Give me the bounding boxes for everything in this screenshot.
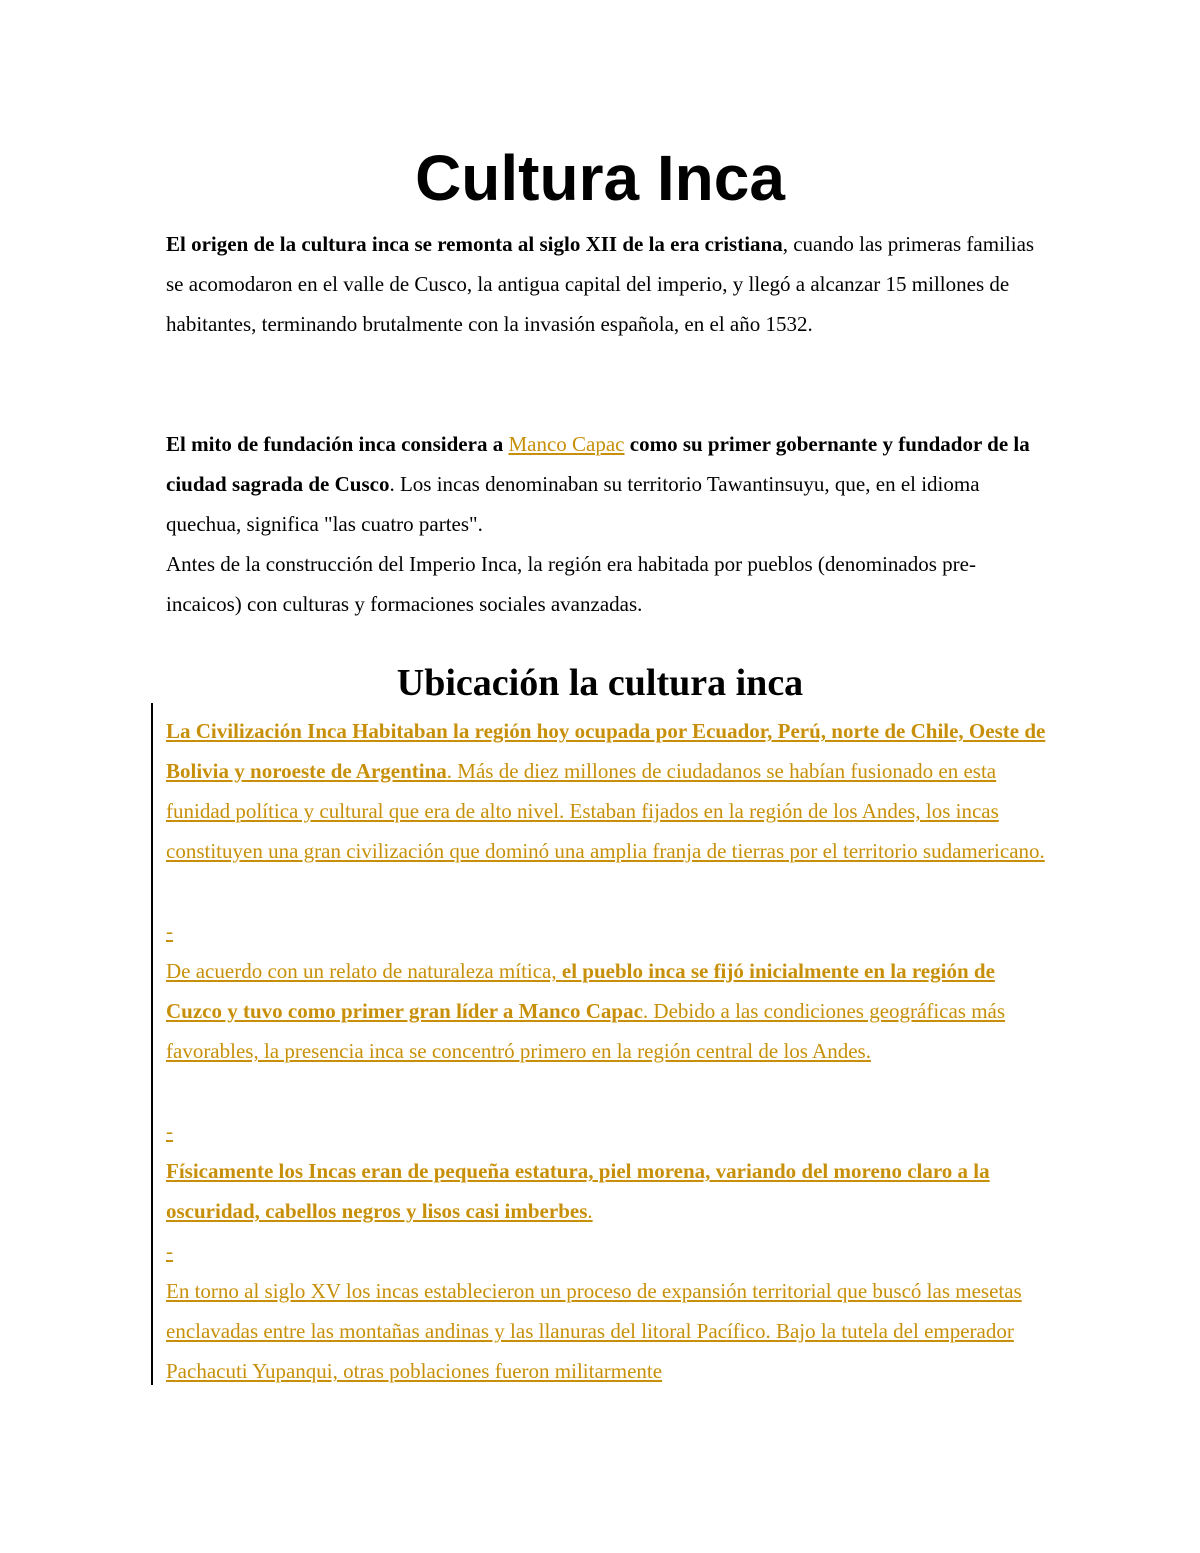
manco-capac-link[interactable]: Manco Capac	[508, 432, 625, 456]
tracked-paragraph-myth[interactable]	[166, 951, 1046, 1071]
tracked-paragraph-location[interactable]	[166, 711, 1046, 871]
paragraph-pre-inca: Antes de la construcción del Imperio Inca, la región era habitada por pueblos (denominados pre-incaicos) con culturas y formaciones sociales avanzadas.	[166, 552, 976, 616]
myth-bold-text-a: El mito de fundación inca considera a	[166, 432, 509, 456]
document-title: Cultura Inca	[415, 142, 785, 214]
tracked-dash-2: -	[166, 1119, 173, 1143]
physical-end-text: .	[587, 1199, 593, 1223]
tracked-paragraph-physical[interactable]	[166, 1151, 1046, 1231]
tracked-dash-1: -	[166, 919, 173, 943]
section-subtitle: Ubicación la cultura inca	[396, 662, 804, 704]
myth-geography-text: . Debido a las condiciones geográficas más favorables, la presencia inca se concentró primero en la región central de los Andes.	[166, 999, 1006, 1063]
physical-bold-text: Físicamente los Incas eran de pequeña estatura, piel morena, variando del moreno claro a la oscuridad, cabellos negros y lisos casi imberbes	[166, 1159, 990, 1223]
myth-origin-bold-text: el pueblo inca se fijó inicialmente en la región de Cuzco y tuvo como primer gran líder a Manco Capac	[166, 959, 995, 1023]
myth-bold-text-b: como su primer gobernante y fundador de la ciudad sagrada de Cusco	[166, 432, 1030, 496]
tracked-dash-3: -	[166, 1239, 173, 1263]
paragraph-myth	[166, 424, 1046, 544]
paragraph-origin	[166, 224, 1046, 344]
origin-bold-text: El origen de la cultura inca se remonta al siglo XII de la era cristiana	[166, 232, 783, 256]
myth-intro-text: De acuerdo con un relato de naturaleza mítica,	[166, 959, 562, 983]
tracked-change-bar	[151, 703, 153, 1385]
myth-text: . Los incas denominaban su territorio Tawantinsuyu, que, en el idioma quechua, significa "las cuatro partes".	[166, 472, 980, 536]
origin-text: , cuando las primeras familias se acomodaron en el valle de Cusco, la antigua capital del imperio, y llegó a alcanzar 15 millones de habitantes, terminando brutalmente con la invasión española, en el año 1532.	[166, 232, 1035, 336]
location-bold-text: La Civilización Inca Habitaban la región hoy ocupada por Ecuador, Perú, norte de Chile, Oeste de Bolivia y noroeste de Argentina	[166, 719, 1046, 783]
location-text: . Más de diez millones de ciudadanos se habían fusionado en esta funidad política y cultural que era de alto nivel. Estaban fijados en la región de los Andes, los incas constituyen una gran civilización que dominó una amplia franja de tierras por el territorio sudamericano.	[166, 759, 1045, 863]
tracked-paragraph-expansion[interactable]: En torno al siglo XV los incas establecieron un proceso de expansión territorial que buscó las mesetas enclavadas entre las montañas andinas y las llanuras del litoral Pacífico. Bajo la tutela del emperador Pachacuti Yupanqui, otras poblaciones fueron militarmente	[166, 1279, 1022, 1383]
